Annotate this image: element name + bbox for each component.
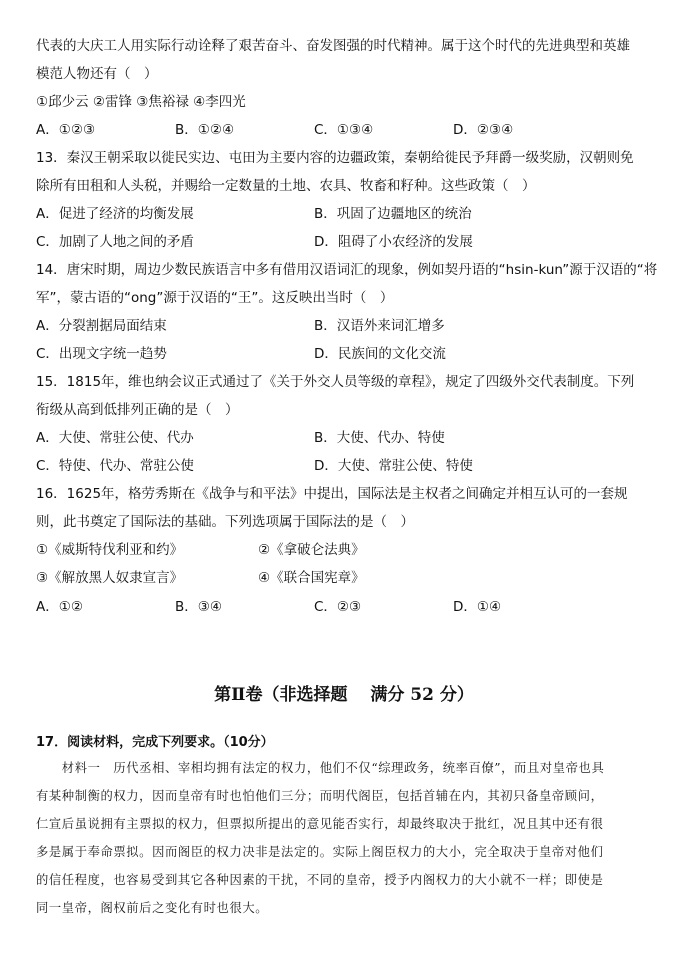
q16-item-3: ③《解放黑人奴隶宣言》 <box>36 570 184 586</box>
q12-option-d[interactable]: D．②③④ <box>453 122 514 138</box>
q14-option-b[interactable]: B．汉语外来词汇增多 <box>314 318 445 334</box>
q17-material-line-6: 同一皇帝，阁权前后之变化有时也很大。 <box>36 901 269 915</box>
q12-items: ①邱少云 ②雷锋 ③焦裕禄 ④李四光 <box>36 94 246 110</box>
q12-stem-line-2: 模范人物还有（ ） <box>36 66 158 82</box>
q13-option-b[interactable]: B．巩固了边疆地区的统治 <box>314 206 472 222</box>
q13-option-c[interactable]: C．加剧了人地之间的矛盾 <box>36 234 194 250</box>
q16-option-b[interactable]: B．③④ <box>175 599 222 615</box>
q14-option-c[interactable]: C．出现文字统一趋势 <box>36 346 167 362</box>
q16-option-c[interactable]: C．②③ <box>314 599 362 615</box>
q15-option-a[interactable]: A．大使、常驻公使、代办 <box>36 430 194 446</box>
q13-option-d[interactable]: D．阻碍了小农经济的发展 <box>314 234 473 250</box>
q13-stem-line-1: 13．秦汉王朝采取以徙民实边、屯田为主要内容的边疆政策，秦朝给徙民予拜爵一级奖励，汉朝则免 <box>36 150 634 166</box>
q16-item-1: ①《威斯特伐利亚和约》 <box>36 542 184 558</box>
q16-stem-line-1: 16．1625年，格劳秀斯在《战争与和平法》中提出，国际法是主权者之间确定并相互认可的一套规 <box>36 486 628 502</box>
q16-item-4: ④《联合国宪章》 <box>258 570 365 586</box>
q12-stem-line-1: 代表的大庆工人用实际行动诠释了艰苦奋斗、奋发图强的时代精神。属于这个时代的先进典型和英雄 <box>36 38 630 54</box>
q17-material-line-4: 多是属于奉命票拟。因而阁臣的权力决非是法定的。实际上阁臣权力的大小，完全取决于皇帝对他们 <box>36 845 604 859</box>
q16-stem-line-2: 则，此书奠定了国际法的基础。下列选项属于国际法的是（ ） <box>36 514 414 530</box>
q14-option-a[interactable]: A．分裂割据局面结束 <box>36 318 167 334</box>
q14-stem-line-1: 14．唐宋时期，周边少数民族语言中多有借用汉语词汇的现象，例如契丹语的“hsin-kun”源于汉语的“将 <box>36 262 658 278</box>
q17-material-line-3: 仁宣后虽说拥有主票拟的权力，但票拟所提出的意见能否实行，却最终取决于批红，况且其中还有很 <box>36 817 604 831</box>
q15-stem-line-2: 衔级从高到低排列正确的是（ ） <box>36 402 239 418</box>
q17-material-line-2: 有某种制衡的权力，因而皇帝有时也怕他们三分；而明代阁臣，包括首辅在内，其初只备皇帝顾问， <box>36 789 604 803</box>
q15-option-b[interactable]: B．大使、代办、特使 <box>314 430 445 446</box>
q17-material-line-1: 材料一 历代丞相、宰相均拥有法定的权力，他们不仅“综理政务，统率百僚”，而且对皇帝也具 <box>36 761 605 775</box>
q15-stem-line-1: 15．1815年，维也纳会议正式通过了《关于外交人员等级的章程》，规定了四级外交代表制度。下列 <box>36 374 635 390</box>
q15-option-c[interactable]: C．特使、代办、常驻公使 <box>36 458 194 474</box>
q12-option-b[interactable]: B．①②④ <box>175 122 235 138</box>
q15-option-d[interactable]: D．大使、常驻公使、特使 <box>314 458 473 474</box>
q13-stem-line-2: 除所有田租和人头税，并赐给一定数量的土地、农具、牧畜和籽种。这些政策（ ） <box>36 178 536 194</box>
q14-option-d[interactable]: D．民族间的文化交流 <box>314 346 446 362</box>
q14-stem-line-2: 军”，蒙古语的“ong”源于汉语的“王”。这反映出当时（ ） <box>36 290 394 306</box>
section-title: 第Ⅱ卷（非选择题 满分 52 分） <box>214 685 474 705</box>
q16-item-2: ②《拿破仑法典》 <box>258 542 365 558</box>
q13-option-a[interactable]: A．促进了经济的均衡发展 <box>36 206 194 222</box>
q12-option-c[interactable]: C．①③④ <box>314 122 374 138</box>
q16-option-a[interactable]: A．①② <box>36 599 83 615</box>
q16-option-d[interactable]: D．①④ <box>453 599 502 615</box>
q17-heading: 17．阅读材料，完成下列要求。（10分） <box>36 735 274 750</box>
q12-option-a[interactable]: A．①②③ <box>36 122 96 138</box>
q17-material-line-5: 的信任程度，也容易受到其它各种因素的干扰，不同的皇帝，授予内阁权力的大小就不一样；即使是 <box>36 873 604 887</box>
